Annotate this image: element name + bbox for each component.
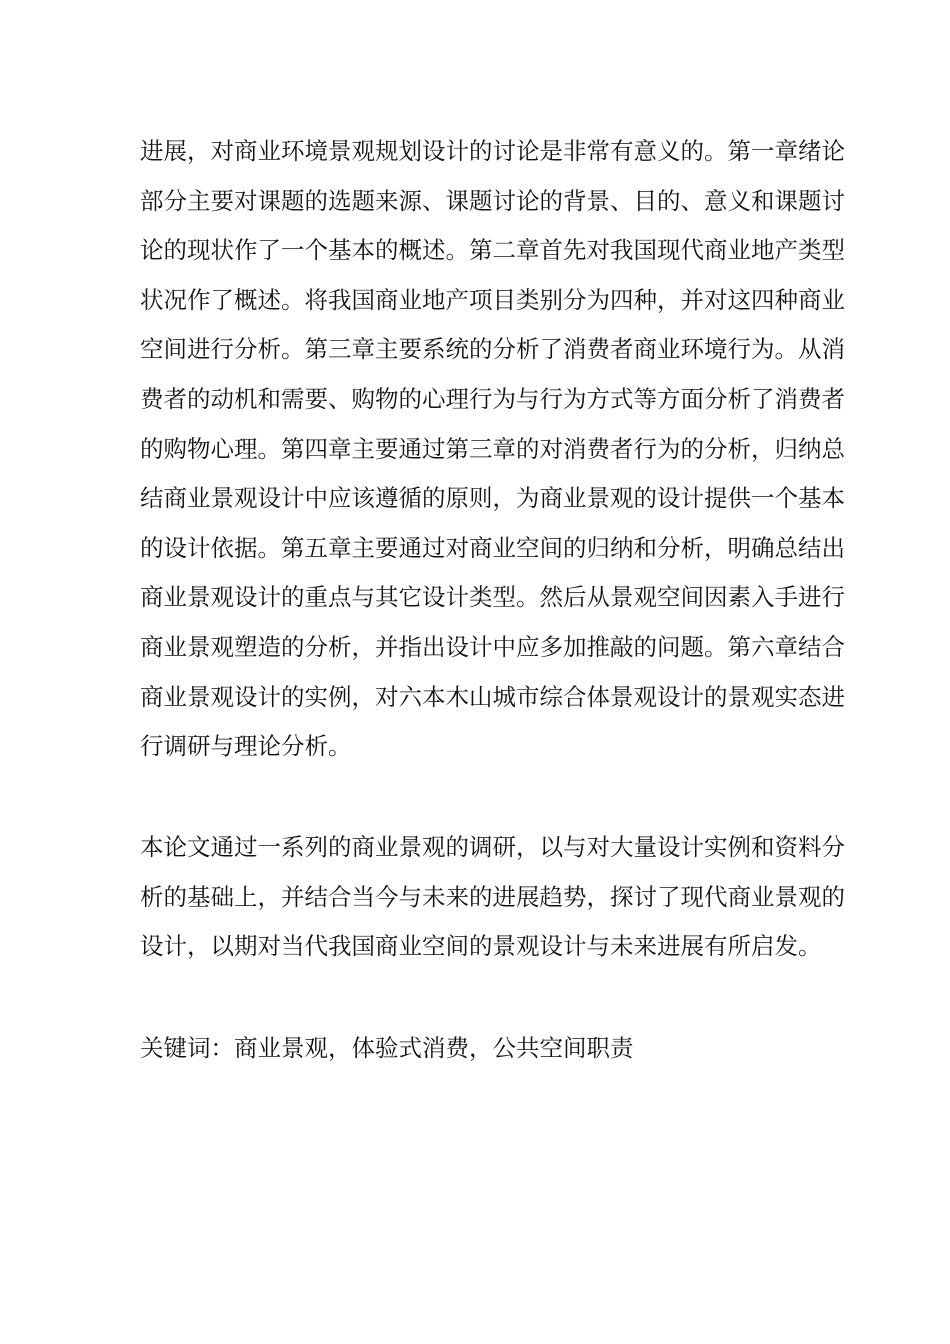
text-line: 商业景观塑造的分析，并指出设计中应多加推敲的问题。第六章结合 (140, 632, 845, 661)
text-line: 商业景观设计的实例，对六本木山城市综合体景观设计的景观实态进 (140, 682, 845, 711)
text-line: 行调研与理论分析。 (140, 732, 352, 761)
text-line: 空间进行分析。第三章主要系统的分析了消费者商业环境行为。从消 (140, 335, 845, 364)
text-line: 的购物心理。第四章主要通过第三章的对消费者行为的分析，归纳总 (140, 434, 845, 463)
body-paragraph-chapters (140, 127, 845, 772)
text-line: 论的现状作了一个基本的概述。第二章首先对我国现代商业地产类型 (140, 236, 845, 265)
text-line: 本论文通过一系列的商业景观的调研，以与对大量设计实例和资料分 (140, 833, 845, 861)
text-line: 进展，对商业环境景观规划设计的讨论是非常有意义的。第一章绪论 (140, 137, 845, 165)
text-line: 商业景观设计的重点与其它设计类型。然后从景观空间因素入手进行 (140, 583, 845, 612)
text-line: 状况作了概述。将我国商业地产项目类别分为四种，并对这四种商业 (140, 285, 845, 314)
text-line: 结商业景观设计中应该遵循的原则，为商业景观的设计提供一个基本 (140, 484, 845, 513)
text-line: 费者的动机和需要、购物的心理行为与行为方式等方面分析了消费者 (140, 384, 845, 413)
text-line: 析的基础上，并结合当今与未来的进展趋势，探讨了现代商业景观的 (140, 882, 845, 911)
body-paragraph-summary (140, 823, 845, 972)
keywords-paragraph (140, 1024, 812, 1074)
text-line: 部分主要对课题的选题来源、课题讨论的背景、目的、意义和课题讨 (140, 186, 845, 215)
keywords-line: 关键词：商业景观，体验式消费，公共空间职责 (140, 1034, 634, 1062)
text-line: 设计，以期对当代我国商业空间的景观设计与未来进展有所启发。 (140, 932, 822, 961)
text-line: 的设计依据。第五章主要通过对商业空间的归纳和分析，明确总结出 (140, 533, 845, 562)
